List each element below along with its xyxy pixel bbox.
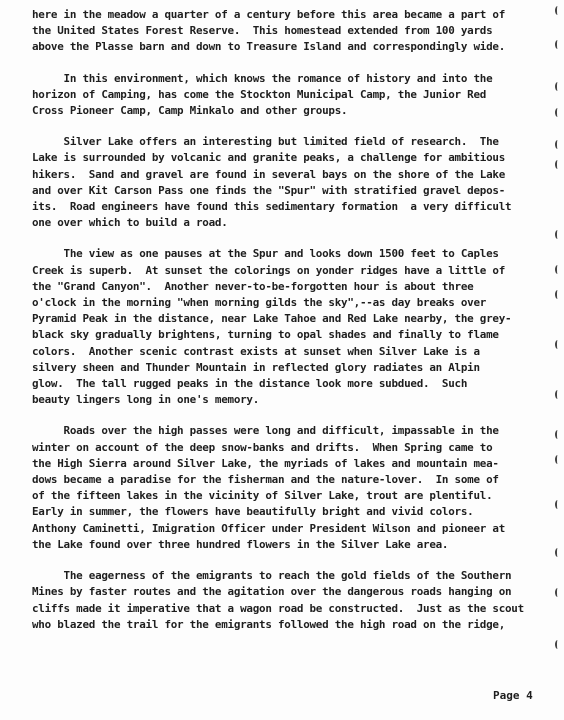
text-line: its. Road engineers have found this sedimentary formation a very difficult [32, 200, 512, 214]
binder-hole-mark [555, 500, 560, 509]
text-line: Pyramid Peak in the distance, near Lake Tahoe and Red Lake nearby, the grey- [32, 312, 512, 326]
text-line: above the Plasse barn and down to Treasure Island and correspondingly wide. [32, 40, 506, 54]
page-number: Page 4 [493, 689, 533, 702]
binder-hole-mark [555, 548, 560, 557]
text-line: colors. Another scenic contrast exists at sunset when Silver Lake is a [32, 344, 480, 358]
text-line: who blazed the trail for the emigrants followed the high road on the ridge, [32, 617, 506, 631]
text-line: Roads over the high passes were long and difficult, impassable in the [32, 424, 499, 438]
text-line: In this environment, which knows the romance of history and into the [32, 71, 493, 85]
binder-hole-mark [555, 340, 560, 349]
text-line: Early in summer, the flowers have beautifully bright and vivid colors. [32, 505, 474, 519]
text-line: glow. The tall rugged peaks in the distance look more subdued. Such [32, 377, 468, 391]
binder-hole-mark [555, 108, 560, 117]
text-line: o'clock in the morning "when morning gilds the sky",--as day breaks over [32, 296, 487, 310]
text-line: Anthony Caminetti, Imigration Officer under President Wilson and pioneer at [32, 521, 506, 535]
text-line: cliffs made it imperative that a wagon road be constructed. Just as the scout [32, 601, 524, 615]
binder-hole-mark [555, 455, 560, 464]
paragraph [32, 423, 542, 553]
binder-hole-mark [555, 160, 560, 169]
text-line: Creek is superb. At sunset the colorings on yonder ridges have a little of [32, 263, 506, 277]
binder-hole-mark [555, 6, 560, 15]
text-line: hikers. Sand and gravel are found in several bays on the shore of the Lake [32, 167, 506, 181]
binder-hole-mark [555, 290, 560, 299]
text-line: Cross Pioneer Camp, Camp Minkalo and other groups. [32, 104, 348, 118]
text-line: the Lake found over three hundred flowers in the Silver Lake area. [32, 537, 449, 551]
text-line: The eagerness of the emigrants to reach the gold fields of the Southern [32, 569, 512, 583]
text-line: Lake is surrounded by volcanic and granite peaks, a challenge for ambitious [32, 151, 506, 165]
paragraph [32, 71, 542, 120]
text-line: here in the meadow a quarter of a century before this area became a part of [32, 8, 506, 21]
binder-hole-mark [555, 640, 560, 649]
text-line: The view as one pauses at the Spur and looks down 1500 feet to Caples [32, 247, 499, 261]
binder-hole-mark [555, 588, 560, 597]
binder-hole-mark [555, 265, 560, 274]
binder-hole-mark [555, 40, 560, 49]
text-line: and over Kit Carson Pass one finds the "Spur" with stratified gravel depos- [32, 183, 506, 197]
binder-hole-mark [555, 390, 560, 399]
text-line: winter on account of the deep snow-banks and drifts. When Spring came to [32, 440, 493, 454]
text-line: the United States Forest Reserve. This homestead extended from 100 yards [32, 24, 493, 38]
text-line: horizon of Camping, has come the Stockton Municipal Camp, the Junior Red [32, 87, 487, 101]
text-line: of the fifteen lakes in the vicinity of Silver Lake, trout are plentiful. [32, 489, 493, 503]
text-line: dows became a paradise for the fisherman and the nature-lover. In some of [32, 473, 499, 487]
paragraph [32, 134, 542, 231]
binder-hole-mark [555, 140, 560, 149]
text-line: silvery sheen and Thunder Mountain in reflected glory radiates an Alpin [32, 360, 480, 374]
text-line: beauty lingers long in one's memory. [32, 393, 260, 407]
paragraph [32, 568, 542, 633]
text-line: Mines by faster routes and the agitation over the dangerous roads hanging on [32, 585, 512, 599]
binder-hole-mark [555, 230, 560, 239]
binder-hole-mark [555, 82, 560, 91]
binder-hole-mark [555, 430, 560, 439]
body-text [32, 7, 542, 648]
text-line: Silver Lake offers an interesting but limited field of research. The [32, 135, 499, 149]
text-line: the "Grand Canyon". Another never-to-be-forgotten hour is about three [32, 279, 474, 293]
text-line: the High Sierra around Silver Lake, the myriads of lakes and mountain mea- [32, 456, 499, 470]
paragraph [32, 246, 542, 408]
paragraph [32, 7, 542, 56]
text-line: one over which to build a road. [32, 216, 228, 230]
text-line: black sky gradually brightens, turning to opal shades and finally to flame [32, 328, 499, 342]
